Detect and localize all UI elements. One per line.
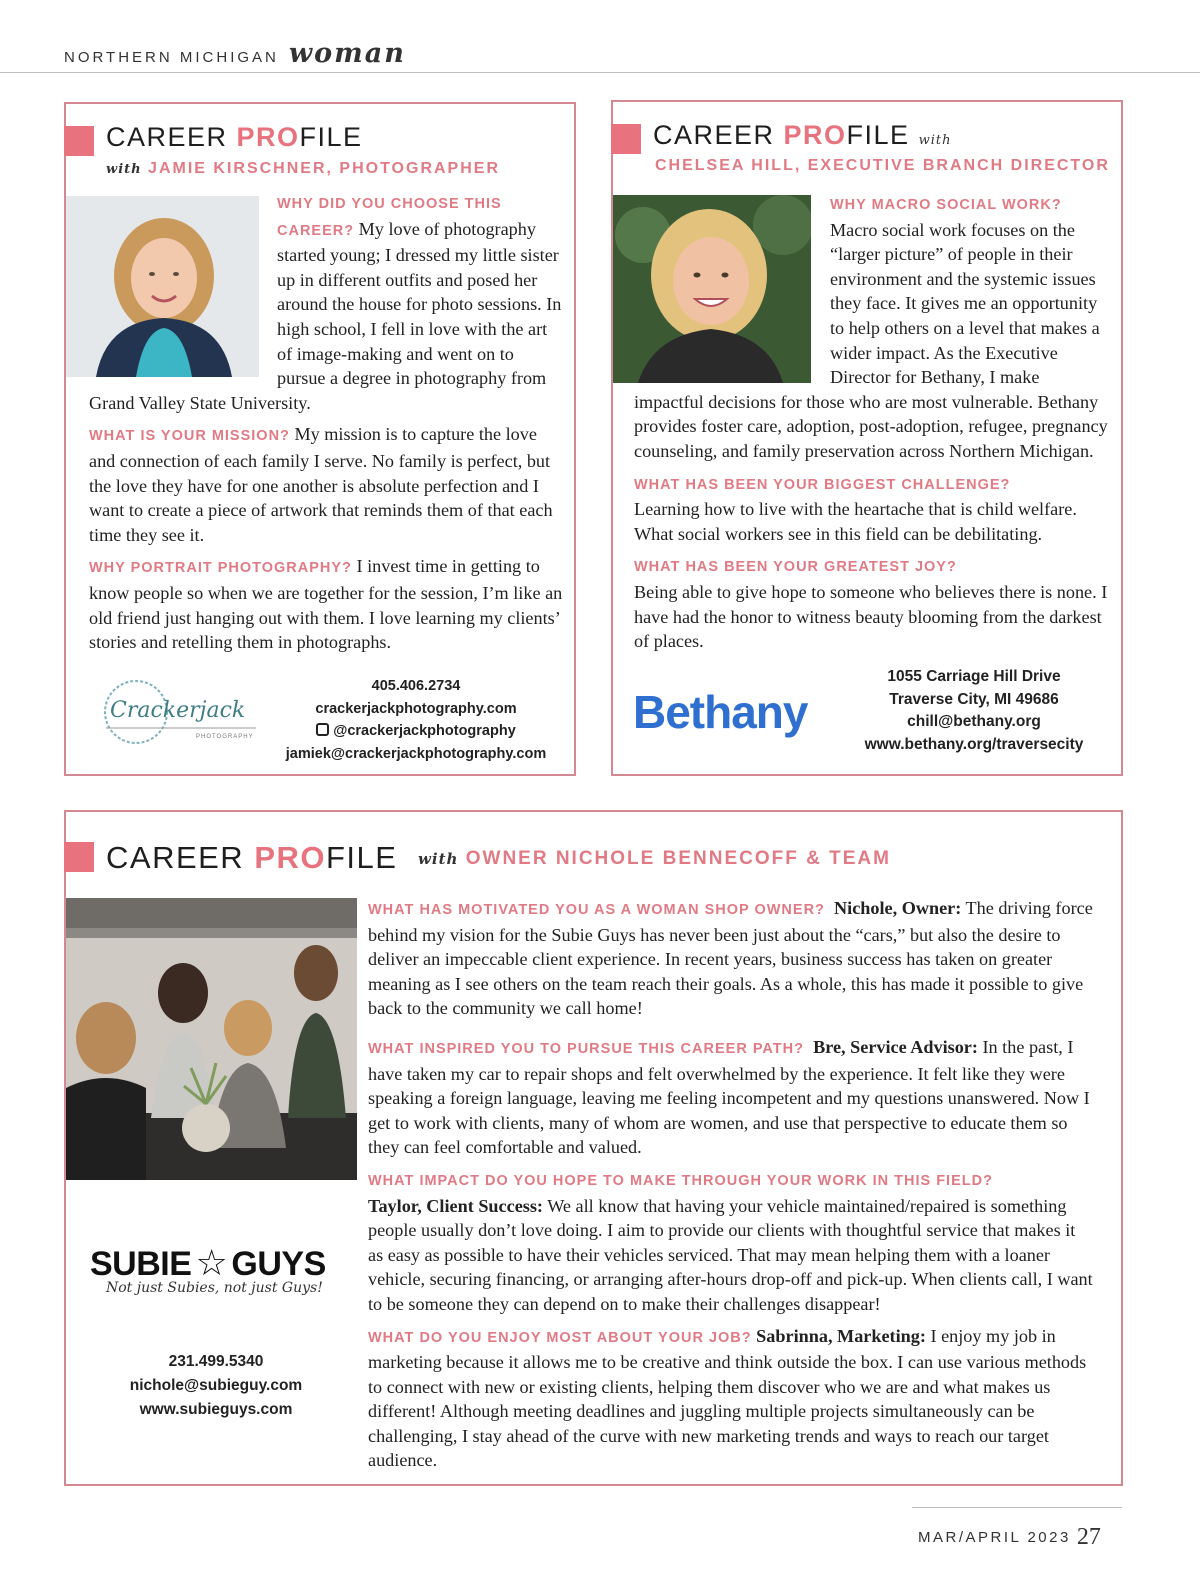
accent-tab bbox=[611, 124, 641, 154]
qa-item: WHY PORTRAIT PHOTOGRAPHY? I invest time in getting to know people so when we are together for the session, I’m like an old friend just hanging out with them. I love learning my clients’ stories and retelling them in photographs. bbox=[89, 556, 563, 653]
profile-title: CAREER PROFILE bbox=[106, 840, 398, 875]
qa-item: WHAT HAS BEEN YOUR BIGGEST CHALLENGE? Learning how to live with the heartache that is child welfare. What social workers see in this field can be debilitating. bbox=[634, 476, 1077, 544]
bethany-logo-text: Bethany bbox=[633, 686, 808, 738]
subie-guys-logo bbox=[86, 1222, 346, 1312]
issue-date: MAR/APRIL 2023 bbox=[918, 1529, 1071, 1546]
qa-item: WHAT DO YOU ENJOY MOST ABOUT YOUR JOB? Sabrinna, Marketing: I enjoy my job in marketing because it allows me to be creative and think outside the box. I can use various methods to connect with new or existing clients, helping them discover who we are and what makes us different! Although meeting deadlines and juggling multiple projects simultaneously can be challenging, I stay ahead of the curve with new marketing trends and ways to reach our target audience. bbox=[368, 1325, 1087, 1471]
profile-subtitle: with JAMIE KIRSCHNER, PHOTOGRAPHER bbox=[106, 160, 501, 177]
contact-website: crackerjackphotography.com bbox=[315, 700, 517, 717]
profile-title: CAREER PROFILE bbox=[106, 122, 363, 152]
masthead-script: woman bbox=[288, 38, 406, 69]
accent-tab bbox=[64, 842, 94, 872]
team-photo bbox=[66, 898, 357, 1180]
instagram-icon bbox=[316, 723, 329, 736]
crackerjack-logo bbox=[96, 676, 261, 746]
profile-subtitle: with OWNER NICHOLE BENNECOFF & TEAM bbox=[418, 848, 891, 869]
profile-body-chelsea bbox=[634, 191, 1110, 661]
contact-jamie bbox=[258, 675, 574, 765]
qa-item: WHAT INSPIRED YOU TO PURSUE THIS CAREER PATH? Bre, Service Advisor: In the past, I have taken my car to repair shops and felt overwhelmed by the experience. It felt like they were speaking a foreign language, leaving me feeling incompetent and my questions unanswered. Now I get to work with clients, many of whom are women, and use that perspective to educate them so they can feel comfortable and valued. bbox=[368, 1036, 1090, 1158]
subie-guys-logo-tagline: Not just Subies, not just Guys! bbox=[106, 1280, 323, 1296]
profile-title: CAREER PROFILE with bbox=[653, 120, 952, 150]
qa-item: WHY DID YOU CHOOSE THIS CAREER? My love of photography started young; I dressed my little sister up in different outfits and posed her around the house for photo sessions. In high school, I fell in love with the art of image-making and went on to pursue a degree in photography from Grand Valley State University. bbox=[89, 196, 562, 413]
contact-email: chill@bethany.org bbox=[907, 713, 1041, 730]
bethany-logo bbox=[633, 686, 807, 738]
profile-body-subie-guys bbox=[368, 896, 1094, 1480]
masthead bbox=[64, 38, 406, 72]
footer-divider bbox=[912, 1507, 1122, 1508]
contact-website: www.subieguys.com bbox=[139, 1401, 293, 1418]
accent-tab bbox=[64, 126, 94, 156]
masthead-text: NORTHERN MICHIGAN bbox=[64, 49, 279, 66]
photo-spacer bbox=[89, 190, 277, 386]
qa-item: WHAT IS YOUR MISSION? My mission is to capture the love and connection of each family I serve. No family is perfect, but the love they have for one another is absolute perfection and I want to create a piece of artwork that reminds them of that each time they see it. bbox=[89, 424, 553, 545]
page-footer bbox=[918, 1524, 1101, 1551]
subie-guys-logo-wordmark: SUBIE ☆ GUYS bbox=[90, 1242, 326, 1283]
contact-instagram: @crackerjackphotography bbox=[258, 720, 574, 743]
page-number: 27 bbox=[1076, 1524, 1101, 1550]
contact-email: nichole@subieguy.com bbox=[129, 1377, 303, 1394]
profile-subtitle: CHELSEA HILL, EXECUTIVE BRANCH DIRECTOR bbox=[655, 157, 1110, 174]
contact-chelsea bbox=[836, 666, 1112, 756]
contact-address-line2: Traverse City, MI 49686 bbox=[889, 690, 1059, 708]
profile-body-jamie bbox=[89, 190, 563, 662]
crackerjack-logo-text: Crackerjack bbox=[110, 698, 246, 723]
qa-item: WHAT IMPACT DO YOU HOPE TO MAKE THROUGH YOUR WORK IN THIS FIELD? Taylor, Client Success: We all know that having your vehicle maintained/repaired is something people usually don’t love doing. I aim to provide our clients with thoughtful service that makes it as easy as possible to have their vehicles serviced. That may mean helping them with a loaner vehicle, securing financing, or arranging after-hours drop-off and pick-up. When clients call, I want to be someone they can depend on to make their challenges disappear! bbox=[368, 1172, 1093, 1314]
contact-phone: 405.406.2734 bbox=[371, 678, 461, 694]
crackerjack-logo-sub: PHOTOGRAPHY bbox=[196, 734, 254, 740]
qa-item: WHY MACRO SOCIAL WORK? Macro social work focuses on the “larger picture” of people in their environment and the systemic issues they face. It gives me an opportunity to help others on a level that makes a wider impact. As the Executive Director for Bethany, I make impactful decisions for those who are most vulnerable. Bethany provides foster care, adoption, post-adoption, refugee, pregnancy counseling, and family preservation across Northern Michigan. bbox=[634, 197, 1108, 461]
header-divider bbox=[0, 72, 1200, 73]
contact-email: jamiek@crackerjackphotography.com bbox=[285, 745, 547, 762]
star-icon: ☆ bbox=[195, 1242, 228, 1283]
qa-item: WHAT HAS BEEN YOUR GREATEST JOY? Being able to give hope to someone who believes there is none. I have had the honor to witness beauty blooming from the darkest of places. bbox=[634, 559, 1108, 652]
contact-subie-guys bbox=[66, 1350, 366, 1422]
team-photo-illustration bbox=[66, 898, 357, 1180]
contact-address-line1: 1055 Carriage Hill Drive bbox=[887, 668, 1061, 685]
contact-phone: 231.499.5340 bbox=[168, 1353, 264, 1370]
qa-item: WHAT HAS MOTIVATED YOU AS A WOMAN SHOP OWNER? Nichole, Owner: The driving force behind my vision for the Subie Guys has never been just about the “cars,” but also the desire to deliver an impeccable client experience. In recent years, business success has taken on greater meaning as I see others on the team reach their goals. As a whole, this has made it possible to give back to the community we call home! bbox=[368, 898, 1093, 1019]
photo-spacer bbox=[634, 191, 830, 387]
contact-website: www.bethany.org/traversecity bbox=[864, 735, 1084, 753]
